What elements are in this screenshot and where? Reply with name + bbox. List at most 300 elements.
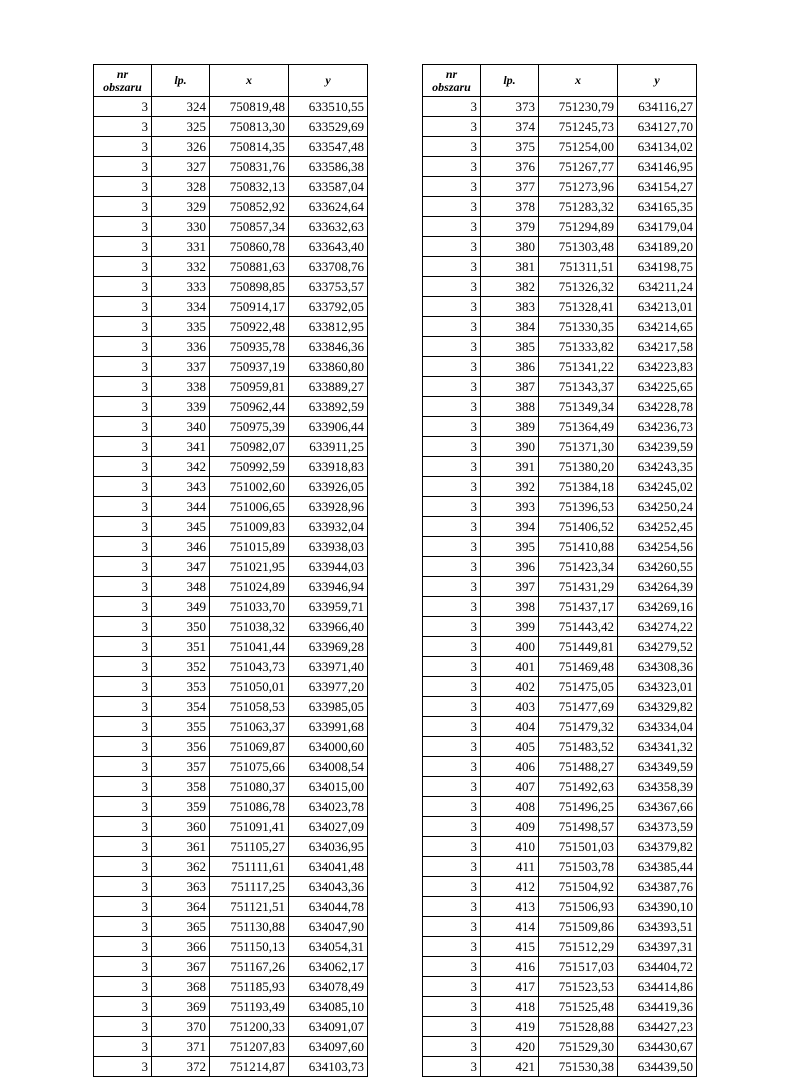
cell-x: 751050,01 [210, 677, 289, 697]
table-row [423, 737, 697, 757]
table-row [94, 857, 368, 877]
cell-x: 751506,93 [539, 897, 618, 917]
cell-area-number: 3 [423, 217, 481, 237]
cell-lp: 350 [152, 617, 210, 637]
cell-y: 634358,39 [618, 777, 697, 797]
cell-y: 634245,02 [618, 477, 697, 497]
table-row [94, 397, 368, 417]
table-row [423, 597, 697, 617]
cell-y: 633911,25 [289, 437, 368, 457]
header-lp: lp. [152, 65, 210, 97]
cell-area-number: 3 [423, 237, 481, 257]
cell-x: 751043,73 [210, 657, 289, 677]
table-row [94, 277, 368, 297]
cell-y: 634279,52 [618, 637, 697, 657]
cell-lp: 387 [481, 377, 539, 397]
cell-x: 751200,33 [210, 1017, 289, 1037]
cell-y: 634179,04 [618, 217, 697, 237]
table-row [423, 937, 697, 957]
cell-area-number: 3 [94, 317, 152, 337]
cell-x: 751530,38 [539, 1057, 618, 1077]
cell-area-number: 3 [94, 597, 152, 617]
cell-y: 633708,76 [289, 257, 368, 277]
cell-area-number: 3 [423, 497, 481, 517]
table-row [94, 237, 368, 257]
cell-y: 634254,56 [618, 537, 697, 557]
cell-x: 750982,07 [210, 437, 289, 457]
cell-x: 751406,52 [539, 517, 618, 537]
table-row [94, 157, 368, 177]
cell-y: 634116,27 [618, 97, 697, 117]
cell-lp: 405 [481, 737, 539, 757]
cell-x: 750935,78 [210, 337, 289, 357]
cell-area-number: 3 [423, 697, 481, 717]
header-lp: lp. [481, 65, 539, 97]
table-row [423, 157, 697, 177]
cell-y: 634097,60 [289, 1037, 368, 1057]
cell-area-number: 3 [423, 1057, 481, 1077]
table-header [423, 65, 697, 97]
table-row [423, 1057, 697, 1077]
table-row [94, 197, 368, 217]
cell-lp: 380 [481, 237, 539, 257]
cell-y: 633944,03 [289, 557, 368, 577]
cell-x: 751504,92 [539, 877, 618, 897]
cell-x: 750814,35 [210, 137, 289, 157]
cell-x: 751063,37 [210, 717, 289, 737]
table-row [423, 137, 697, 157]
cell-x: 751423,34 [539, 557, 618, 577]
cell-lp: 395 [481, 537, 539, 557]
cell-area-number: 3 [94, 977, 152, 997]
cell-lp: 332 [152, 257, 210, 277]
cell-y: 634264,39 [618, 577, 697, 597]
cell-lp: 343 [152, 477, 210, 497]
table-row [94, 137, 368, 157]
cell-area-number: 3 [94, 297, 152, 317]
cell-x: 751245,73 [539, 117, 618, 137]
cell-x: 751349,34 [539, 397, 618, 417]
cell-area-number: 3 [423, 777, 481, 797]
cell-area-number: 3 [423, 797, 481, 817]
table-row [423, 537, 697, 557]
cell-lp: 418 [481, 997, 539, 1017]
cell-area-number: 3 [423, 357, 481, 377]
cell-area-number: 3 [94, 837, 152, 857]
table-row [423, 1037, 697, 1057]
cell-lp: 329 [152, 197, 210, 217]
table-row [94, 817, 368, 837]
cell-area-number: 3 [423, 977, 481, 997]
cell-lp: 378 [481, 197, 539, 217]
table-row [423, 437, 697, 457]
cell-y: 634269,16 [618, 597, 697, 617]
cell-x: 751167,26 [210, 957, 289, 977]
cell-x: 751150,13 [210, 937, 289, 957]
cell-y: 633643,40 [289, 237, 368, 257]
cell-x: 751009,83 [210, 517, 289, 537]
table-row [423, 277, 697, 297]
table-row [94, 737, 368, 757]
cell-x: 751528,88 [539, 1017, 618, 1037]
table-row [94, 1017, 368, 1037]
cell-lp: 336 [152, 337, 210, 357]
cell-y: 634393,51 [618, 917, 697, 937]
cell-area-number: 3 [423, 197, 481, 217]
cell-x: 751437,17 [539, 597, 618, 617]
table-row [423, 397, 697, 417]
cell-area-number: 3 [94, 697, 152, 717]
table-row [94, 117, 368, 137]
table-row [94, 317, 368, 337]
table-row [423, 997, 697, 1017]
cell-y: 633860,80 [289, 357, 368, 377]
cell-area-number: 3 [94, 717, 152, 737]
cell-x: 751525,48 [539, 997, 618, 1017]
cell-area-number: 3 [423, 157, 481, 177]
cell-x: 751069,87 [210, 737, 289, 757]
cell-lp: 381 [481, 257, 539, 277]
cell-y: 634341,32 [618, 737, 697, 757]
cell-area-number: 3 [423, 877, 481, 897]
cell-y: 633846,36 [289, 337, 368, 357]
header-area-number: nr obszaru [423, 65, 481, 97]
cell-y: 633632,63 [289, 217, 368, 237]
cell-area-number: 3 [94, 217, 152, 237]
cell-x: 751214,87 [210, 1057, 289, 1077]
cell-area-number: 3 [94, 197, 152, 217]
cell-lp: 390 [481, 437, 539, 457]
cell-x: 751207,83 [210, 1037, 289, 1057]
cell-lp: 412 [481, 877, 539, 897]
coordinates-table-right [422, 64, 697, 1077]
cell-area-number: 3 [94, 417, 152, 437]
cell-area-number: 3 [423, 657, 481, 677]
cell-area-number: 3 [94, 957, 152, 977]
cell-y: 633971,40 [289, 657, 368, 677]
table-row [94, 877, 368, 897]
cell-y: 634217,58 [618, 337, 697, 357]
table-row [94, 617, 368, 637]
table-row [94, 797, 368, 817]
table-row [94, 597, 368, 617]
table-row [423, 837, 697, 857]
cell-lp: 369 [152, 997, 210, 1017]
cell-lp: 382 [481, 277, 539, 297]
table-row [423, 657, 697, 677]
cell-x: 751529,30 [539, 1037, 618, 1057]
table-row [423, 637, 697, 657]
cell-y: 634054,31 [289, 937, 368, 957]
cell-y: 634154,27 [618, 177, 697, 197]
cell-x: 751341,22 [539, 357, 618, 377]
cell-lp: 408 [481, 797, 539, 817]
cell-lp: 333 [152, 277, 210, 297]
cell-area-number: 3 [423, 257, 481, 277]
cell-x: 751080,37 [210, 777, 289, 797]
cell-area-number: 3 [94, 737, 152, 757]
cell-y: 633969,28 [289, 637, 368, 657]
cell-area-number: 3 [94, 1037, 152, 1057]
cell-y: 633926,05 [289, 477, 368, 497]
table-row [94, 417, 368, 437]
cell-y: 633918,83 [289, 457, 368, 477]
cell-y: 633586,38 [289, 157, 368, 177]
cell-x: 750914,17 [210, 297, 289, 317]
cell-lp: 404 [481, 717, 539, 737]
table-row [423, 257, 697, 277]
cell-lp: 384 [481, 317, 539, 337]
cell-y: 633812,95 [289, 317, 368, 337]
cell-y: 633991,68 [289, 717, 368, 737]
cell-lp: 414 [481, 917, 539, 937]
cell-lp: 399 [481, 617, 539, 637]
cell-lp: 348 [152, 577, 210, 597]
cell-x: 751121,51 [210, 897, 289, 917]
cell-x: 751517,03 [539, 957, 618, 977]
cell-y: 634198,75 [618, 257, 697, 277]
table-row [423, 857, 697, 877]
table-row [94, 697, 368, 717]
cell-y: 634439,50 [618, 1057, 697, 1077]
cell-area-number: 3 [94, 377, 152, 397]
cell-lp: 400 [481, 637, 539, 657]
cell-lp: 355 [152, 717, 210, 737]
cell-area-number: 3 [423, 117, 481, 137]
cell-lp: 396 [481, 557, 539, 577]
cell-area-number: 3 [94, 897, 152, 917]
cell-y: 634250,24 [618, 497, 697, 517]
cell-y: 634387,76 [618, 877, 697, 897]
cell-x: 751498,57 [539, 817, 618, 837]
cell-x: 751091,41 [210, 817, 289, 837]
cell-y: 633892,59 [289, 397, 368, 417]
cell-area-number: 3 [423, 337, 481, 357]
table-row [94, 997, 368, 1017]
cell-y: 634427,23 [618, 1017, 697, 1037]
cell-area-number: 3 [94, 337, 152, 357]
cell-area-number: 3 [94, 437, 152, 457]
cell-lp: 372 [152, 1057, 210, 1077]
cell-x: 751512,29 [539, 937, 618, 957]
cell-y: 633966,40 [289, 617, 368, 637]
cell-x: 751523,53 [539, 977, 618, 997]
cell-area-number: 3 [423, 377, 481, 397]
table-row [94, 537, 368, 557]
cell-lp: 407 [481, 777, 539, 797]
table-row [94, 637, 368, 657]
cell-lp: 367 [152, 957, 210, 977]
cell-y: 634252,45 [618, 517, 697, 537]
cell-area-number: 3 [423, 557, 481, 577]
table-row [94, 1057, 368, 1077]
cell-area-number: 3 [423, 957, 481, 977]
cell-y: 633587,04 [289, 177, 368, 197]
cell-lp: 334 [152, 297, 210, 317]
cell-lp: 373 [481, 97, 539, 117]
cell-y: 634379,82 [618, 837, 697, 857]
cell-y: 634390,10 [618, 897, 697, 917]
cell-y: 634134,02 [618, 137, 697, 157]
cell-area-number: 3 [423, 437, 481, 457]
table-row [94, 937, 368, 957]
cell-area-number: 3 [94, 777, 152, 797]
table-row [94, 297, 368, 317]
table-row [94, 897, 368, 917]
table-row [94, 757, 368, 777]
cell-y: 634027,09 [289, 817, 368, 837]
cell-area-number: 3 [94, 917, 152, 937]
cell-x: 751503,78 [539, 857, 618, 877]
cell-x: 751431,29 [539, 577, 618, 597]
cell-x: 751449,81 [539, 637, 618, 657]
cell-lp: 379 [481, 217, 539, 237]
header-area-number: nr obszaru [94, 65, 152, 97]
cell-lp: 351 [152, 637, 210, 657]
table-row [423, 377, 697, 397]
table-row [423, 977, 697, 997]
table-row [423, 757, 697, 777]
cell-x: 751328,41 [539, 297, 618, 317]
table-row [423, 297, 697, 317]
table-row [94, 577, 368, 597]
cell-x: 751477,69 [539, 697, 618, 717]
cell-area-number: 3 [423, 857, 481, 877]
cell-x: 751294,89 [539, 217, 618, 237]
cell-lp: 363 [152, 877, 210, 897]
table-row [423, 337, 697, 357]
cell-x: 751330,35 [539, 317, 618, 337]
cell-lp: 366 [152, 937, 210, 957]
cell-x: 751273,96 [539, 177, 618, 197]
cell-lp: 342 [152, 457, 210, 477]
cell-lp: 330 [152, 217, 210, 237]
cell-lp: 331 [152, 237, 210, 257]
cell-area-number: 3 [94, 397, 152, 417]
header-y: y [289, 65, 368, 97]
cell-area-number: 3 [423, 937, 481, 957]
table-header [94, 65, 368, 97]
table-row [94, 977, 368, 997]
cell-lp: 385 [481, 337, 539, 357]
cell-x: 751283,32 [539, 197, 618, 217]
table-row [94, 337, 368, 357]
cell-x: 751396,53 [539, 497, 618, 517]
cell-area-number: 3 [94, 177, 152, 197]
cell-lp: 386 [481, 357, 539, 377]
cell-lp: 362 [152, 857, 210, 877]
cell-area-number: 3 [94, 637, 152, 657]
cell-x: 751311,51 [539, 257, 618, 277]
cell-x: 751041,44 [210, 637, 289, 657]
cell-x: 751130,88 [210, 917, 289, 937]
cell-lp: 421 [481, 1057, 539, 1077]
cell-area-number: 3 [423, 577, 481, 597]
cell-lp: 361 [152, 837, 210, 857]
cell-x: 751086,78 [210, 797, 289, 817]
table-row [423, 477, 697, 497]
cell-y: 634225,65 [618, 377, 697, 397]
table-row [94, 477, 368, 497]
cell-lp: 347 [152, 557, 210, 577]
cell-lp: 358 [152, 777, 210, 797]
cell-lp: 374 [481, 117, 539, 137]
cell-y: 634047,90 [289, 917, 368, 937]
table-row [423, 877, 697, 897]
cell-y: 634323,01 [618, 677, 697, 697]
cell-area-number: 3 [423, 137, 481, 157]
cell-lp: 401 [481, 657, 539, 677]
cell-x: 751492,63 [539, 777, 618, 797]
cell-lp: 354 [152, 697, 210, 717]
table-row [423, 917, 697, 937]
cell-area-number: 3 [94, 877, 152, 897]
cell-area-number: 3 [94, 757, 152, 777]
table-row [423, 237, 697, 257]
table-row [94, 957, 368, 977]
cell-lp: 388 [481, 397, 539, 417]
cell-area-number: 3 [94, 237, 152, 257]
cell-y: 634334,04 [618, 717, 697, 737]
cell-x: 750898,85 [210, 277, 289, 297]
cell-lp: 346 [152, 537, 210, 557]
cell-x: 751303,48 [539, 237, 618, 257]
cell-area-number: 3 [423, 537, 481, 557]
cell-lp: 356 [152, 737, 210, 757]
cell-y: 634236,73 [618, 417, 697, 437]
cell-y: 633932,04 [289, 517, 368, 537]
cell-area-number: 3 [94, 797, 152, 817]
cell-area-number: 3 [423, 597, 481, 617]
table-row [423, 177, 697, 197]
cell-y: 633977,20 [289, 677, 368, 697]
cell-y: 634044,78 [289, 897, 368, 917]
cell-y: 633889,27 [289, 377, 368, 397]
cell-area-number: 3 [94, 657, 152, 677]
cell-area-number: 3 [94, 937, 152, 957]
cell-x: 750813,30 [210, 117, 289, 137]
cell-area-number: 3 [423, 397, 481, 417]
cell-x: 750922,48 [210, 317, 289, 337]
cell-lp: 417 [481, 977, 539, 997]
cell-x: 751384,18 [539, 477, 618, 497]
cell-y: 634367,66 [618, 797, 697, 817]
table-row [94, 457, 368, 477]
cell-x: 751326,32 [539, 277, 618, 297]
table-row [94, 377, 368, 397]
table-row [423, 317, 697, 337]
cell-x: 751015,89 [210, 537, 289, 557]
cell-y: 634023,78 [289, 797, 368, 817]
cell-area-number: 3 [423, 677, 481, 697]
cell-area-number: 3 [423, 477, 481, 497]
cell-area-number: 3 [423, 997, 481, 1017]
cell-area-number: 3 [94, 97, 152, 117]
cell-y: 634146,95 [618, 157, 697, 177]
table-row [94, 357, 368, 377]
cell-x: 751267,77 [539, 157, 618, 177]
cell-x: 751021,95 [210, 557, 289, 577]
cell-y: 634385,44 [618, 857, 697, 877]
table-row [94, 517, 368, 537]
cell-y: 634243,35 [618, 457, 697, 477]
cell-x: 750832,13 [210, 177, 289, 197]
cell-x: 751479,32 [539, 717, 618, 737]
cell-lp: 413 [481, 897, 539, 917]
cell-x: 751038,32 [210, 617, 289, 637]
cell-area-number: 3 [94, 577, 152, 597]
table-row [423, 797, 697, 817]
